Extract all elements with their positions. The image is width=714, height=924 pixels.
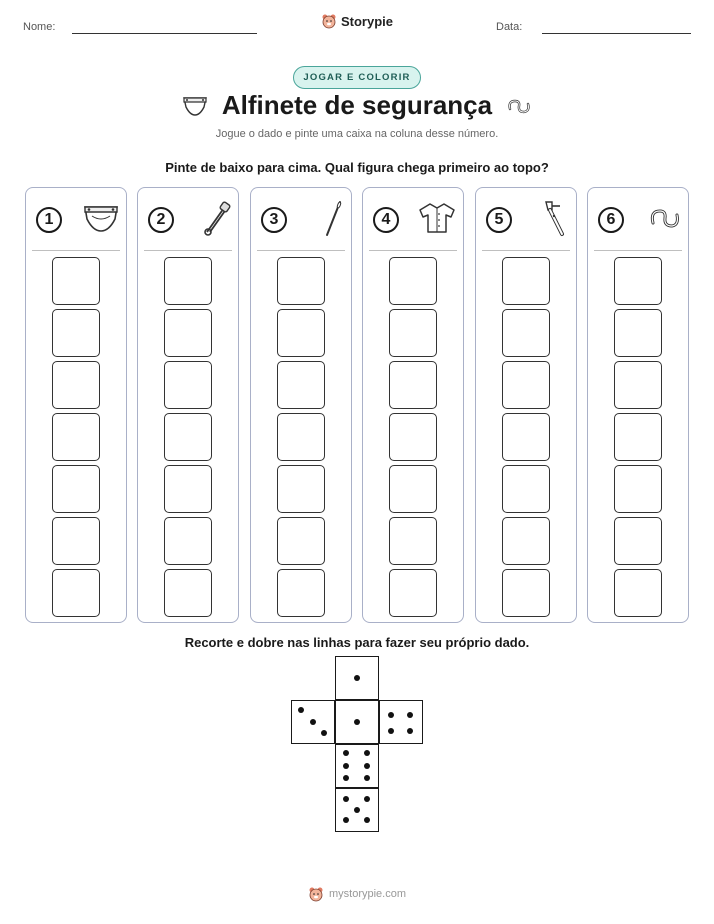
column-divider xyxy=(144,250,232,251)
clamp-icon xyxy=(540,198,570,243)
column-header xyxy=(486,200,570,240)
color-box[interactable] xyxy=(502,465,550,513)
color-box[interactable] xyxy=(614,465,662,513)
column-number: 5 xyxy=(486,207,512,233)
color-box[interactable] xyxy=(389,413,437,461)
pin-curl-icon xyxy=(506,95,532,117)
color-box[interactable] xyxy=(502,569,550,617)
footer-url: mystorypie.com xyxy=(328,888,407,900)
safety-pin-icon xyxy=(202,200,232,241)
column-header xyxy=(261,200,345,240)
column-header xyxy=(373,200,457,240)
die-pip xyxy=(364,763,370,769)
color-box[interactable] xyxy=(164,257,212,305)
color-box[interactable] xyxy=(614,309,662,357)
color-box[interactable] xyxy=(502,257,550,305)
column-3 xyxy=(250,187,352,623)
color-box[interactable] xyxy=(52,413,100,461)
die-face-4 xyxy=(379,700,423,744)
column-header xyxy=(36,200,120,240)
color-box[interactable] xyxy=(277,361,325,409)
die-pip xyxy=(388,728,394,734)
game-instruction: Pinte de baixo para cima. Qual figura chega primeiro ao topo? xyxy=(165,160,549,175)
color-box[interactable] xyxy=(277,257,325,305)
color-box[interactable] xyxy=(277,517,325,565)
brand-logo xyxy=(0,13,714,29)
color-box[interactable] xyxy=(389,309,437,357)
color-box[interactable] xyxy=(52,257,100,305)
color-box[interactable] xyxy=(502,361,550,409)
color-box[interactable] xyxy=(389,257,437,305)
column-number: 1 xyxy=(36,207,62,233)
die-pip xyxy=(343,750,349,756)
color-box[interactable] xyxy=(164,413,212,461)
color-box[interactable] xyxy=(164,361,212,409)
color-box[interactable] xyxy=(52,465,100,513)
color-box[interactable] xyxy=(502,413,550,461)
color-box[interactable] xyxy=(277,309,325,357)
column-6 xyxy=(587,187,689,623)
color-box[interactable] xyxy=(164,569,212,617)
name-line[interactable] xyxy=(72,33,257,34)
die-face-1 xyxy=(335,656,379,700)
brand-name: Storypie xyxy=(340,13,393,29)
date-line[interactable] xyxy=(542,33,691,34)
die-pip xyxy=(354,675,360,681)
column-number: 2 xyxy=(148,207,174,233)
die-face-3 xyxy=(291,700,335,744)
color-box[interactable] xyxy=(389,361,437,409)
cut-instruction: Recorte e dobre nas linhas para fazer seu próprio dado. xyxy=(184,635,530,650)
color-box[interactable] xyxy=(277,413,325,461)
color-box[interactable] xyxy=(614,517,662,565)
die-pip xyxy=(310,719,316,725)
column-number: 3 xyxy=(261,207,287,233)
color-box[interactable] xyxy=(52,309,100,357)
column-4 xyxy=(362,187,464,623)
color-box[interactable] xyxy=(164,517,212,565)
page-title: Alfinete de segurança xyxy=(221,90,493,120)
column-header xyxy=(148,200,232,240)
column-divider xyxy=(482,250,570,251)
color-box[interactable] xyxy=(389,517,437,565)
die-pip xyxy=(364,750,370,756)
die-pip xyxy=(343,763,349,769)
die-face-1 xyxy=(335,700,379,744)
die-pip xyxy=(388,712,394,718)
color-box[interactable] xyxy=(52,569,100,617)
name-label: Nome: xyxy=(23,21,56,33)
color-box[interactable] xyxy=(277,465,325,513)
color-box[interactable] xyxy=(614,413,662,461)
color-box[interactable] xyxy=(502,517,550,565)
die-pip xyxy=(343,817,349,823)
column-header xyxy=(598,200,682,240)
die-pip xyxy=(364,817,370,823)
diaper-icon xyxy=(82,202,120,239)
color-box[interactable] xyxy=(277,569,325,617)
die-face-6 xyxy=(335,744,379,788)
color-box[interactable] xyxy=(52,361,100,409)
die-pip xyxy=(354,807,360,813)
activity-badge: JOGAR E COLORIR xyxy=(293,66,420,89)
die-pip xyxy=(364,775,370,781)
pin-curl-icon xyxy=(648,204,682,237)
die-pip xyxy=(364,796,370,802)
color-box[interactable] xyxy=(52,517,100,565)
needle-icon xyxy=(323,199,345,242)
shirt-icon xyxy=(417,201,457,240)
color-box[interactable] xyxy=(164,465,212,513)
bear-logo-icon xyxy=(321,13,337,29)
die-pip xyxy=(407,728,413,734)
color-box[interactable] xyxy=(614,361,662,409)
column-5 xyxy=(475,187,577,623)
color-box[interactable] xyxy=(614,257,662,305)
color-box[interactable] xyxy=(502,309,550,357)
die-pip xyxy=(343,796,349,802)
die-pip xyxy=(298,707,304,713)
die-face-5 xyxy=(335,788,379,832)
column-1 xyxy=(25,187,127,623)
column-2 xyxy=(137,187,239,623)
date-label: Data: xyxy=(496,21,523,33)
column-divider xyxy=(32,250,120,251)
diaper-icon xyxy=(182,95,208,117)
die-pip xyxy=(407,712,413,718)
column-number: 6 xyxy=(598,207,624,233)
footer xyxy=(0,886,714,902)
color-box[interactable] xyxy=(389,569,437,617)
page-subtitle: Jogue o dado e pinte uma caixa na coluna desse número. xyxy=(215,128,499,140)
color-box[interactable] xyxy=(614,569,662,617)
bear-logo-icon xyxy=(308,886,324,902)
die-pip xyxy=(354,719,360,725)
title-row xyxy=(0,90,714,121)
column-divider xyxy=(369,250,457,251)
color-box[interactable] xyxy=(164,309,212,357)
color-box[interactable] xyxy=(389,465,437,513)
column-divider xyxy=(594,250,682,251)
die-pip xyxy=(321,730,327,736)
column-number: 4 xyxy=(373,207,399,233)
die-pip xyxy=(343,775,349,781)
column-divider xyxy=(257,250,345,251)
